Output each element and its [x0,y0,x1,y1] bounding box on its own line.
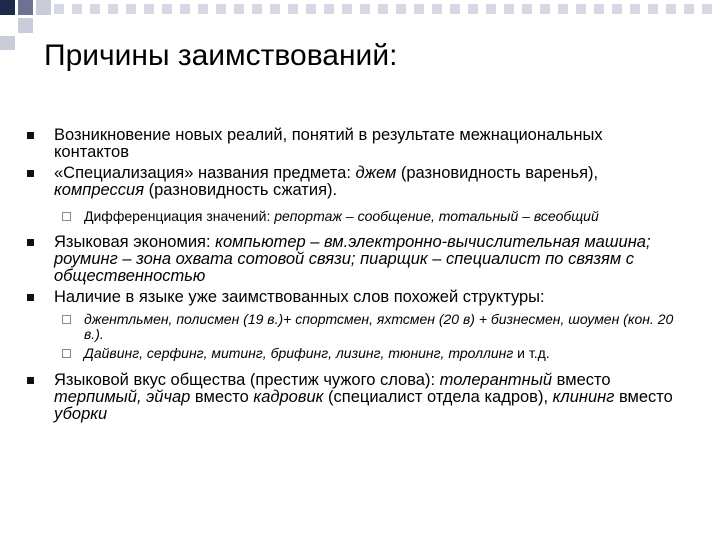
example-word: клининг [552,388,615,406]
bullet-item-specialization [24,165,674,199]
square-bullet-icon [27,132,34,139]
example-word: компрессия [54,181,145,199]
hollow-square-bullet-icon [62,315,71,324]
slide-title: Причины заимствований: [44,39,398,72]
bullet-item-new-realities [24,127,674,161]
slide-body [24,127,674,423]
hollow-square-bullet-icon [62,212,71,221]
square-bullet-icon [27,239,34,246]
example-word: кадровик [253,388,324,406]
hollow-square-bullet-icon [62,349,71,358]
bullet-text: Наличие в языке уже заимствованных слов похожей структуры: [54,288,545,306]
square-bullet-icon [27,170,34,177]
bullet-item-language-taste [24,372,674,423]
bullet-text: (разновидность сжатия). [144,181,338,199]
bullet-item-existing-words [24,289,674,306]
bullet-text: Языковая экономия: [54,233,216,251]
square-bullet-icon [27,377,34,384]
example-word: джем [355,164,397,182]
bullet-text: вместо [552,371,611,389]
example-word: уборки [54,405,108,423]
bullet-text: (разновидность варенья), [396,164,599,182]
bullet-text: Возникновение новых реалий, понятий в результате межнациональных контактов [54,126,603,161]
sub-item-differentiation [24,209,674,224]
example-words: Дайвинг, серфинг, митинг, брифинг, лизинг, тюнинг, троллинг [84,345,514,361]
sub-item-ing-words [24,346,674,361]
bullet-text: вместо [190,388,254,406]
square-bullet-icon [27,294,34,301]
bullet-text: (специалист отдела кадров), [323,388,553,406]
bullet-text: Языковой вкус общества (престиж чужого слова): [54,371,440,389]
bullet-text: «Специализация» названия предмета: [54,164,356,182]
example-words: джентльмен, полисмен (19 в.)+ спортсмен, яхтсмен (20 в) + бизнесмен, шоумен (кон. 20 в.). [84,311,674,342]
example-word: терпимый, эйчар [54,388,191,406]
example-words: компьютер – вм.электронно-вычислительная машина; роуминг – зона охвата сотовой связи; пиарщик – специалист по связям с общественностью [54,233,651,285]
sub-item-men-words [24,312,674,342]
example-word: толерантный [439,371,553,389]
bullet-item-economy [24,234,674,285]
bullet-text: вместо [614,388,673,406]
example-words: репортаж – сообщение, тотальный – всеобщий [274,208,599,224]
sub-item-text: Дифференциация значений: [84,208,275,224]
sub-item-text: и т.д. [513,345,550,361]
